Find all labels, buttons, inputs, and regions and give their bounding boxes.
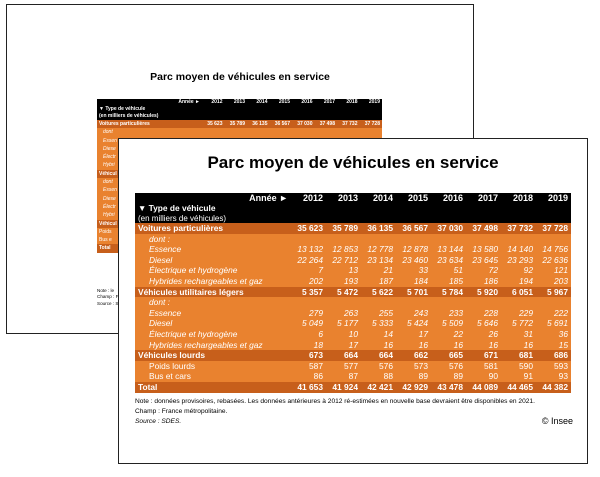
back-cell-value <box>360 128 383 136</box>
back-notes <box>97 288 118 307</box>
row-label: Véhicules lourds <box>135 350 291 361</box>
cell-value: 228 <box>466 308 501 319</box>
cell-value: 121 <box>536 265 571 276</box>
cell-value: 37 498 <box>466 223 501 234</box>
back-header-blank <box>315 113 338 120</box>
cell-value: 576 <box>361 361 396 372</box>
back-cell-value <box>292 128 315 136</box>
back-header-blank <box>270 106 293 113</box>
data-table <box>135 193 571 393</box>
cell-value: 203 <box>536 276 571 287</box>
table-row <box>135 340 571 351</box>
cell-value: 23 460 <box>396 255 431 266</box>
cell-value: 5 357 <box>291 287 326 298</box>
cell-value <box>326 297 361 308</box>
cell-value: 5 177 <box>326 318 361 329</box>
year-label: Année ► <box>135 193 291 204</box>
year-2012: 2012 <box>291 193 326 204</box>
table-row <box>135 276 571 287</box>
back-year-2015: 2015 <box>270 99 293 106</box>
cell-value: 229 <box>501 308 536 319</box>
cell-value: 243 <box>396 308 431 319</box>
back-header-blank <box>202 113 225 120</box>
table-row <box>135 329 571 340</box>
back-note-line: Source : S <box>97 300 119 306</box>
cell-value <box>466 297 501 308</box>
back-row-label: Hybri <box>97 161 202 169</box>
back-cell-value <box>315 128 338 136</box>
cell-value: 186 <box>466 276 501 287</box>
back-header-row-years <box>97 99 382 106</box>
cell-value: 14 140 <box>501 244 536 255</box>
cell-value: 681 <box>501 350 536 361</box>
year-2019: 2019 <box>536 193 571 204</box>
cell-value: 36 <box>536 329 571 340</box>
back-unit-label: (en milliers de véhicules) <box>97 113 202 120</box>
table-row <box>135 265 571 276</box>
back-cell-value: 37 498 <box>315 120 338 128</box>
back-year-2018: 2018 <box>337 99 360 106</box>
row-label: Diesel <box>135 255 291 266</box>
cell-value: 23 293 <box>501 255 536 266</box>
header-blank <box>501 214 536 224</box>
cell-value <box>466 234 501 245</box>
back-cell-value: 37 728 <box>360 120 383 128</box>
source-text: Source : SDES. <box>135 418 182 425</box>
cell-value: 664 <box>361 350 396 361</box>
back-row-label: Essen <box>97 186 202 194</box>
cell-value: 37 728 <box>536 223 571 234</box>
cell-value: 92 <box>501 265 536 276</box>
header-blank <box>326 214 361 224</box>
cell-value <box>536 297 571 308</box>
cell-value: 233 <box>431 308 466 319</box>
cell-value: 12 878 <box>396 244 431 255</box>
cell-value: 22 <box>431 329 466 340</box>
header-row-years <box>135 193 571 204</box>
cell-value: 576 <box>431 361 466 372</box>
header-blank <box>326 204 361 214</box>
back-row-label: Électr <box>97 203 202 211</box>
cell-value: 23 634 <box>431 255 466 266</box>
cell-value: 664 <box>326 350 361 361</box>
cell-value: 686 <box>536 350 571 361</box>
header-blank <box>431 204 466 214</box>
back-row-label: Total <box>97 244 202 252</box>
cell-value: 35 789 <box>326 223 361 234</box>
cell-value: 13 <box>326 265 361 276</box>
cell-value <box>501 234 536 245</box>
cell-value: 86 <box>291 371 326 382</box>
cell-value: 42 421 <box>361 382 396 393</box>
back-header-blank <box>360 113 383 120</box>
cell-value: 6 051 <box>501 287 536 298</box>
cell-value: 184 <box>396 276 431 287</box>
back-type-label: ▼ Type de véhicule <box>97 106 202 113</box>
back-header-blank <box>292 113 315 120</box>
back-header-blank <box>225 106 248 113</box>
back-header-blank <box>202 106 225 113</box>
back-note-line: Note : le <box>97 288 115 293</box>
cell-value: 14 756 <box>536 244 571 255</box>
cell-value: 44 382 <box>536 382 571 393</box>
cell-value: 90 <box>466 371 501 382</box>
cell-value: 12 778 <box>361 244 396 255</box>
back-row-label: Diese <box>97 145 202 153</box>
cell-value: 37 030 <box>431 223 466 234</box>
header-blank <box>361 214 396 224</box>
back-header-blank <box>247 113 270 120</box>
cell-value: 36 135 <box>361 223 396 234</box>
back-year-label: Année ► <box>97 99 202 106</box>
back-cell-value: 37 732 <box>337 120 360 128</box>
back-row-label: Hybri <box>97 211 202 219</box>
back-row-label: Électr <box>97 153 202 161</box>
cell-value <box>361 234 396 245</box>
header-blank <box>466 214 501 224</box>
back-header-blank <box>292 106 315 113</box>
header-blank <box>291 204 326 214</box>
cell-value: 21 <box>361 265 396 276</box>
year-2014: 2014 <box>361 193 396 204</box>
header-row-type <box>135 204 571 214</box>
back-year-2014: 2014 <box>247 99 270 106</box>
header-blank <box>431 214 466 224</box>
table-row <box>135 223 571 234</box>
row-label: Poids lourds <box>135 361 291 372</box>
cell-value: 194 <box>501 276 536 287</box>
cell-value: 17 <box>326 340 361 351</box>
back-header-blank <box>270 113 293 120</box>
year-2017: 2017 <box>466 193 501 204</box>
year-2013: 2013 <box>326 193 361 204</box>
back-cell-value <box>202 128 225 136</box>
table-row <box>135 244 571 255</box>
cell-value <box>396 297 431 308</box>
cell-value: 88 <box>361 371 396 382</box>
cell-value: 5 967 <box>536 287 571 298</box>
header-blank <box>361 204 396 214</box>
header-blank <box>536 214 571 224</box>
back-header-blank <box>225 113 248 120</box>
table-row <box>135 234 571 245</box>
cell-value: 202 <box>291 276 326 287</box>
cell-value: 255 <box>361 308 396 319</box>
back-header-blank <box>337 106 360 113</box>
cell-value: 36 567 <box>396 223 431 234</box>
cell-value: 5 424 <box>396 318 431 329</box>
back-page-title: Parc moyen de véhicules en service <box>150 71 330 83</box>
cell-value: 12 853 <box>326 244 361 255</box>
table-row <box>135 318 571 329</box>
cell-value: 5 701 <box>396 287 431 298</box>
back-cell-value <box>270 128 293 136</box>
back-header-blank <box>337 113 360 120</box>
row-label: Total <box>135 382 291 393</box>
table-row <box>135 297 571 308</box>
row-label: Électrique et hydrogène <box>135 265 291 276</box>
back-cell-value: 37 030 <box>292 120 315 128</box>
cell-value: 5 049 <box>291 318 326 329</box>
cell-value: 187 <box>361 276 396 287</box>
back-cell-value <box>337 128 360 136</box>
row-label: Essence <box>135 244 291 255</box>
cell-value: 16 <box>431 340 466 351</box>
back-row-label: Poids <box>97 228 202 236</box>
back-header-row-unit <box>97 113 382 120</box>
back-row-label: dont <box>97 128 202 136</box>
cell-value: 37 732 <box>501 223 536 234</box>
cell-value: 16 <box>396 340 431 351</box>
row-label: Hybrides rechargeables et gaz <box>135 340 291 351</box>
back-cell-value <box>225 128 248 136</box>
cell-value: 577 <box>326 361 361 372</box>
cell-value: 91 <box>501 371 536 382</box>
cell-value: 13 144 <box>431 244 466 255</box>
cell-value: 16 <box>501 340 536 351</box>
table-row <box>135 350 571 361</box>
cell-value: 185 <box>431 276 466 287</box>
cell-value: 673 <box>291 350 326 361</box>
cell-value: 6 <box>291 329 326 340</box>
back-year-2017: 2017 <box>315 99 338 106</box>
back-row-label: dont <box>97 178 202 186</box>
back-row-label: Véhicul <box>97 220 202 228</box>
cell-value: 279 <box>291 308 326 319</box>
cell-value: 665 <box>431 350 466 361</box>
cell-value: 587 <box>291 361 326 372</box>
table-row <box>135 361 571 372</box>
row-label: Essence <box>135 308 291 319</box>
cell-value <box>501 297 536 308</box>
cell-value: 193 <box>326 276 361 287</box>
cell-value: 10 <box>326 329 361 340</box>
row-label: Électrique et hydrogène <box>135 329 291 340</box>
year-2018: 2018 <box>501 193 536 204</box>
back-row-label: Essen <box>97 137 202 145</box>
back-header-blank <box>360 106 383 113</box>
cell-value: 5 472 <box>326 287 361 298</box>
row-label: Hybrides rechargeables et gaz <box>135 276 291 287</box>
back-header-blank <box>247 106 270 113</box>
cell-value: 72 <box>466 265 501 276</box>
cell-value: 7 <box>291 265 326 276</box>
cell-value: 222 <box>536 308 571 319</box>
cell-value: 263 <box>326 308 361 319</box>
back-cell-value: 36 135 <box>247 120 270 128</box>
cell-value: 43 478 <box>431 382 466 393</box>
table-row <box>135 255 571 266</box>
table-notes <box>135 397 575 427</box>
unit-label: (en milliers de véhicules) <box>135 214 291 224</box>
cell-value: 16 <box>361 340 396 351</box>
cell-value: 22 712 <box>326 255 361 266</box>
cell-value: 593 <box>536 361 571 372</box>
cell-value: 590 <box>501 361 536 372</box>
cell-value <box>396 234 431 245</box>
year-2015: 2015 <box>396 193 431 204</box>
row-label: Voitures particulières <box>135 223 291 234</box>
back-row-label: Véhicul <box>97 170 202 178</box>
cell-value: 14 <box>361 329 396 340</box>
table-row <box>135 371 571 382</box>
back-cell-value: 36 567 <box>270 120 293 128</box>
cell-value: 581 <box>466 361 501 372</box>
header-blank <box>291 214 326 224</box>
back-cell-value: 35 623 <box>202 120 225 128</box>
cell-value: 671 <box>466 350 501 361</box>
cell-value: 44 465 <box>501 382 536 393</box>
header-blank <box>501 204 536 214</box>
cell-value: 662 <box>396 350 431 361</box>
row-label: dont : <box>135 234 291 245</box>
back-header-blank <box>315 106 338 113</box>
cell-value: 15 <box>536 340 571 351</box>
cell-value: 26 <box>466 329 501 340</box>
cell-value: 22 636 <box>536 255 571 266</box>
type-label: ▼ Type de véhicule <box>135 204 291 214</box>
back-year-2013: 2013 <box>225 99 248 106</box>
cell-value: 16 <box>466 340 501 351</box>
cell-value: 5 920 <box>466 287 501 298</box>
back-cell-value: 35 789 <box>225 120 248 128</box>
cell-value <box>536 234 571 245</box>
back-year-2019: 2019 <box>360 99 383 106</box>
year-2016: 2016 <box>431 193 466 204</box>
cell-value: 5 646 <box>466 318 501 329</box>
cell-value <box>431 234 466 245</box>
back-year-2016: 2016 <box>292 99 315 106</box>
cell-value: 42 929 <box>396 382 431 393</box>
table-row <box>135 308 571 319</box>
row-label: Diesel <box>135 318 291 329</box>
cell-value <box>431 297 466 308</box>
back-cell-value <box>247 128 270 136</box>
table-row <box>135 287 571 298</box>
cell-value: 22 264 <box>291 255 326 266</box>
cell-value: 23 645 <box>466 255 501 266</box>
cell-value: 93 <box>536 371 571 382</box>
cell-value: 5 772 <box>501 318 536 329</box>
cell-value: 23 134 <box>361 255 396 266</box>
back-row-label: Voitures particulières <box>97 120 202 128</box>
back-table-row <box>97 128 382 136</box>
cell-value: 35 623 <box>291 223 326 234</box>
cell-value: 13 132 <box>291 244 326 255</box>
back-header-row-type <box>97 106 382 113</box>
back-row-label: Bus e <box>97 236 202 244</box>
cell-value <box>326 234 361 245</box>
cell-value: 89 <box>396 371 431 382</box>
cell-value: 5 622 <box>361 287 396 298</box>
note-text: Note : données provisoires, rebasées. Les données antérieures à 2012 ré-estimées en nouvelle base devraient être disponibles en 2021. <box>135 398 535 405</box>
table-row <box>135 382 571 393</box>
cell-value: 5 333 <box>361 318 396 329</box>
cell-value: 17 <box>396 329 431 340</box>
row-label: Bus et cars <box>135 371 291 382</box>
back-year-2012: 2012 <box>202 99 225 106</box>
row-label: Véhicules utilitaires légers <box>135 287 291 298</box>
header-blank <box>536 204 571 214</box>
cell-value: 41 924 <box>326 382 361 393</box>
cell-value: 33 <box>396 265 431 276</box>
page-title: Parc moyen de véhicules en service <box>207 153 499 172</box>
cell-value: 5 784 <box>431 287 466 298</box>
cell-value: 51 <box>431 265 466 276</box>
cell-value: 31 <box>501 329 536 340</box>
row-label: dont : <box>135 297 291 308</box>
header-blank <box>466 204 501 214</box>
header-blank <box>396 214 431 224</box>
cell-value: 41 653 <box>291 382 326 393</box>
back-table-row <box>97 120 382 128</box>
back-row-label: Diese <box>97 195 202 203</box>
cell-value: 573 <box>396 361 431 372</box>
cell-value <box>361 297 396 308</box>
header-row-unit <box>135 214 571 224</box>
cell-value: 18 <box>291 340 326 351</box>
cell-value: 87 <box>326 371 361 382</box>
cell-value <box>291 297 326 308</box>
back-note-line: Champ : F <box>97 294 119 300</box>
cell-value <box>291 234 326 245</box>
header-blank <box>396 204 431 214</box>
insee-copyright: © Insee <box>541 416 573 426</box>
cell-value: 5 691 <box>536 318 571 329</box>
cell-value: 5 509 <box>431 318 466 329</box>
front-document-sheet <box>118 138 588 464</box>
cell-value: 44 089 <box>466 382 501 393</box>
champ-text: Champ : France métropolitaine. <box>135 408 228 415</box>
cell-value: 89 <box>431 371 466 382</box>
cell-value: 13 580 <box>466 244 501 255</box>
